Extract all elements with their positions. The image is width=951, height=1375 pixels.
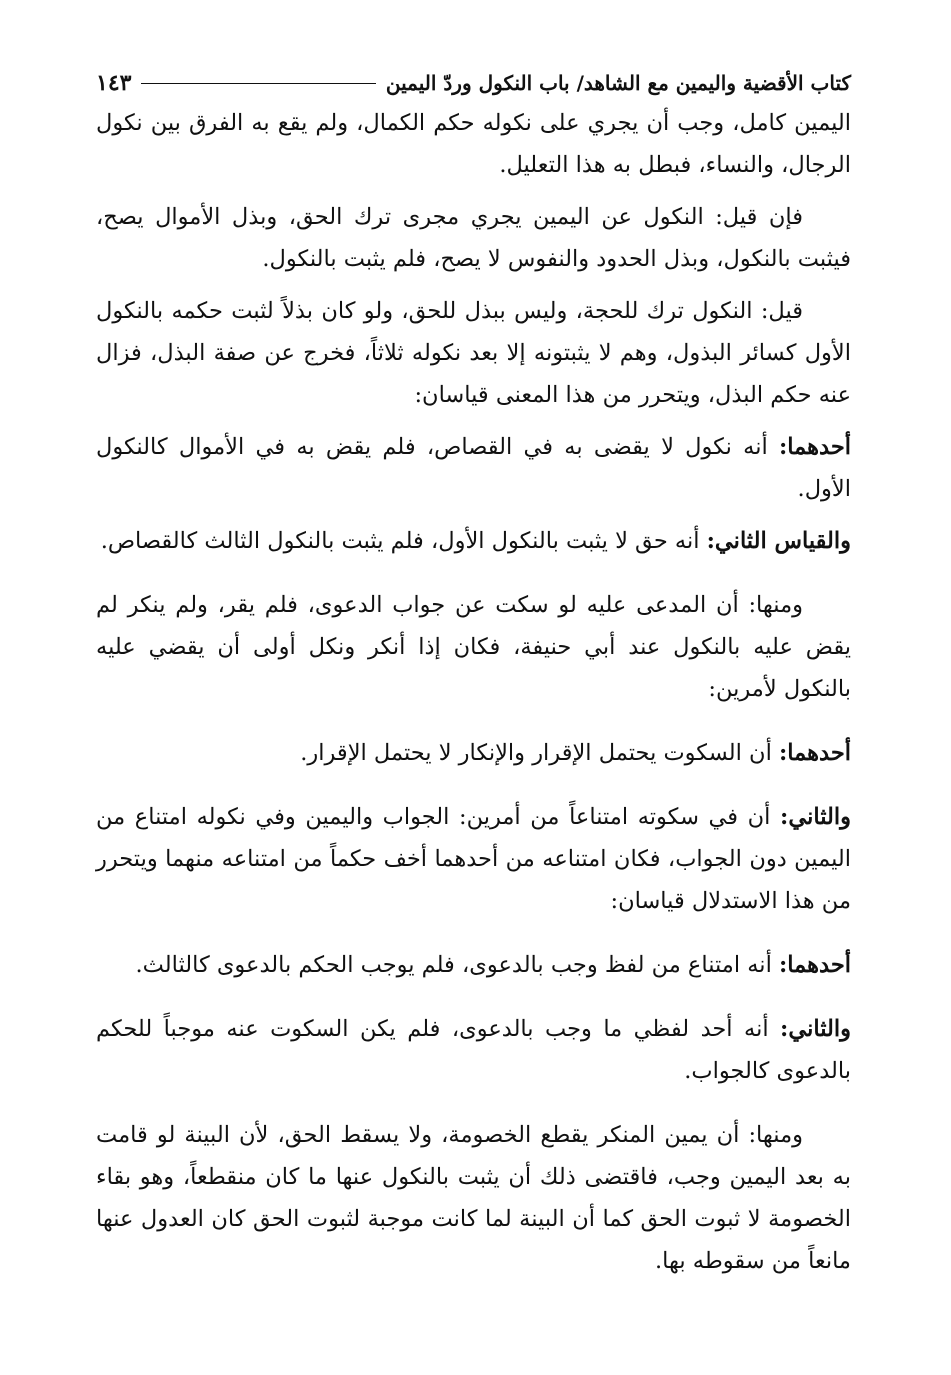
- paragraph-label: أحدهما:: [779, 434, 852, 460]
- paragraph: [96, 102, 851, 186]
- paragraph-label: أحدهما:: [778, 740, 851, 766]
- paragraph-text: أنه حق لا يثبت بالنكول الأول، فلم يثبت بالنكول الثالث كالقصاص.: [100, 528, 707, 554]
- paragraph-text: أن في سكوته امتناعاً من أمرين: الجواب واليمين وفي نكوله امتناع من اليمين دون الجواب، فكان امتناعه من أحدهما أخف حكماً من امتناعه منهما ويتحرر من هذا الاستدلال قياسان:: [96, 804, 851, 914]
- paragraph-text: أنه نكول لا يقضى به في القصاص، فلم يقض به في الأموال كالنكول الأول.: [96, 434, 851, 502]
- paragraph: [96, 796, 851, 922]
- paragraph: [96, 520, 851, 562]
- paragraph: [96, 290, 851, 416]
- paragraph-text: ومنها: أن المدعى عليه لو سكت عن جواب الدعوى، فلم يقر، ولم ينكر لم يقض عليه بالنكول عند أبي حنيفة، فكان إذا أنكر ونكل أولى أن يقضي عليه بالنكول لأمرين:: [96, 592, 851, 702]
- header-rule: [141, 83, 375, 84]
- paragraph: [96, 732, 851, 774]
- paragraph: [96, 1008, 851, 1092]
- paragraph-label: والثاني:: [780, 804, 851, 830]
- paragraph: [96, 944, 851, 986]
- paragraph-label: أحدهما:: [778, 952, 851, 978]
- page-number: ١٤٣: [96, 70, 132, 96]
- paragraph-text: ومنها: أن يمين المنكر يقطع الخصومة، ولا يسقط الحق، لأن البينة لو قامت به بعد اليمين وجب، فاقتضى ذلك أن يثبت بالنكول عنها ما كان منقطعاً، وهو بقاء الخصومة لا ثبوت الحق كما أن البينة لما كانت موجبة لثبوت الحق كان العدول عنها مانعاً من سقوطه بها.: [96, 1122, 851, 1274]
- paragraph-text: أن السكوت يحتمل الإقرار والإنكار لا يحتمل الإقرار.: [300, 740, 779, 766]
- paragraph: [96, 196, 851, 280]
- paragraph: [96, 584, 851, 710]
- paragraph: [96, 1114, 851, 1282]
- paragraph-text: أنه أحد لفظي ما وجب بالدعوى، فلم يكن السكوت عنه موجباً للحكم بالدعوى كالجواب.: [96, 1016, 851, 1084]
- body-text: [96, 102, 851, 1282]
- running-header: [96, 70, 851, 102]
- paragraph: [96, 426, 851, 510]
- paragraph-label: والثاني:: [780, 1016, 851, 1042]
- paragraph-text: فإن قيل: النكول عن اليمين يجري مجرى ترك الحق، وبذل الأموال يصح، فيثبت بالنكول، وبذل الحدود والنفوس لا يصح، فلم يثبت بالنكول.: [96, 204, 851, 272]
- paragraph-text: اليمين كامل، وجب أن يجري على نكوله حكم الكمال، ولم يقع به الفرق بين نكول الرجال، والنساء، فبطل به هذا التعليل.: [96, 110, 851, 178]
- header-title: كتاب الأقضية واليمين مع الشاهد/ باب النكول وردّ اليمين: [385, 71, 851, 95]
- paragraph-label: والقياس الثاني:: [706, 528, 851, 554]
- paragraph-text: أنه امتناع من لفظ وجب بالدعوى، فلم يوجب الحكم بالدعوى كالثالث.: [135, 952, 779, 978]
- paragraph-text: قيل: النكول ترك للحجة، وليس ببذل للحق، ولو كان بذلاً لثبت حكمه بالنكول الأول كسائر البذول، وهم لا يثبتونه إلا بعد نكوله ثلاثاً، فخرج عن صفة البذل، فزال عنه حكم البذل، ويتحرر من هذا المعنى قياسان:: [96, 298, 851, 408]
